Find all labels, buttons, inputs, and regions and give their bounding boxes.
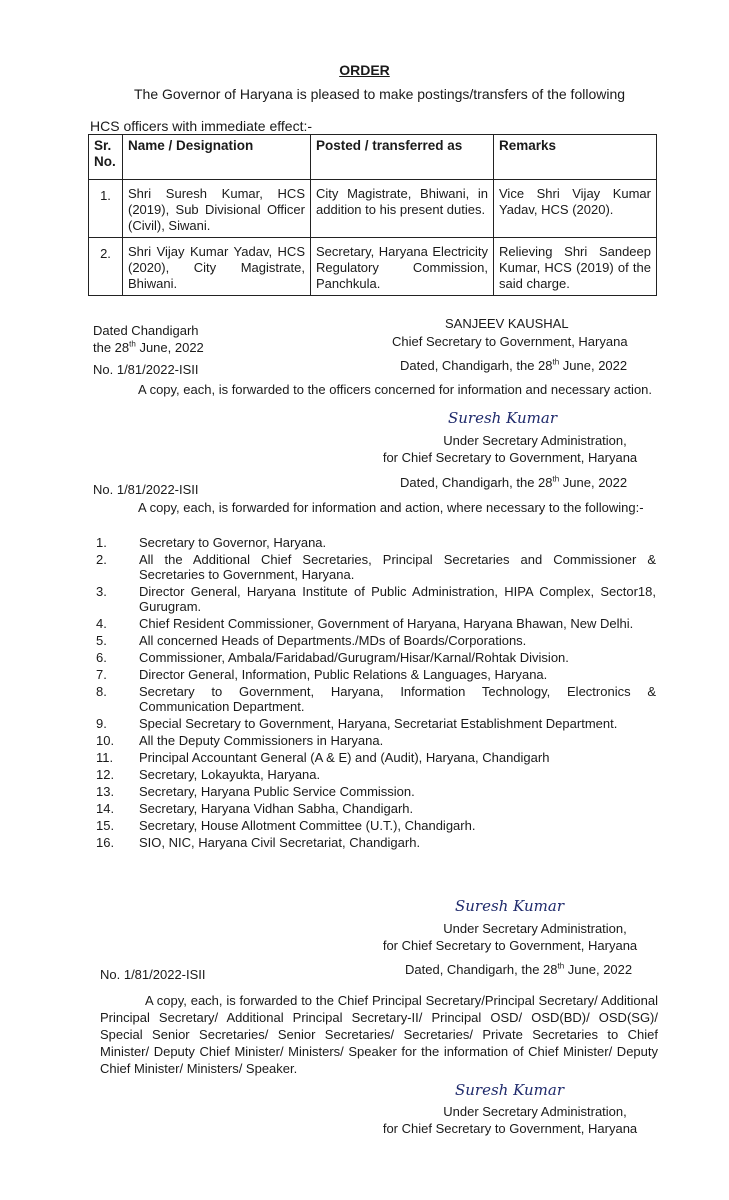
list-item-number: 8. bbox=[96, 684, 107, 699]
date-text: the 28 bbox=[93, 340, 130, 355]
endorsement-2-number: No. 1/81/2022-ISII bbox=[93, 482, 199, 497]
chief-secretary-name: SANJEEV KAUSHAL bbox=[445, 316, 569, 331]
date-text: Dated, Chandigarh, the 28 bbox=[405, 962, 558, 977]
row-remarks: Vice Shri Vijay Kumar Yadav, HCS (2020). bbox=[494, 180, 657, 238]
intro-line-2: HCS officers with immediate effect:- bbox=[90, 118, 313, 134]
list-item-text: All the Deputy Commissioners in Haryana. bbox=[139, 733, 384, 748]
row-sr: 2. bbox=[89, 238, 123, 296]
endorsement-1-for-chief-secretary: for Chief Secretary to Government, Haryana bbox=[382, 450, 638, 465]
row-name: Shri Suresh Kumar, HCS (2019), Sub Divisional Officer (Civil), Siwani. bbox=[123, 180, 311, 238]
list-item bbox=[93, 650, 656, 665]
list-item bbox=[93, 835, 656, 850]
list-item bbox=[93, 716, 656, 731]
list-item-number: 4. bbox=[96, 616, 107, 631]
list-item bbox=[93, 633, 656, 648]
header-posted-as: Posted / transferred as bbox=[311, 135, 494, 180]
list-item-number: 2. bbox=[96, 552, 107, 567]
list-item-text: Secretary, House Allotment Committee (U.T.), Chandigarh. bbox=[139, 818, 476, 833]
endorsement-3-for-chief-secretary: for Chief Secretary to Government, Haryana bbox=[382, 1121, 638, 1136]
date-sup: th bbox=[557, 961, 565, 971]
list-item-text: Special Secretary to Government, Haryana, Secretariat Establishment Department. bbox=[139, 716, 618, 731]
list-item-number: 13. bbox=[96, 784, 115, 799]
endorsement-3-date bbox=[405, 962, 632, 978]
row-posted: City Magistrate, Bhiwani, in addition to his present duties. bbox=[311, 180, 494, 238]
list-item-text: Secretary, Lokayukta, Haryana. bbox=[139, 767, 321, 782]
list-item-text: All the Additional Chief Secretaries, Principal Secretaries and Commissioner & Secretaries to Government, Haryana. bbox=[139, 552, 656, 582]
signature-suresh-kumar: Suresh Kumar bbox=[448, 409, 557, 427]
list-item bbox=[93, 684, 656, 714]
order-title: ORDER bbox=[339, 62, 390, 78]
header-name-designation: Name / Designation bbox=[123, 135, 311, 180]
list-item-number: 5. bbox=[96, 633, 107, 648]
endorsement-1-number: No. 1/81/2022-ISII bbox=[93, 362, 199, 377]
list-item-text: All concerned Heads of Departments./MDs of Boards/Corporations. bbox=[139, 633, 527, 648]
list-item bbox=[93, 750, 656, 765]
date-text: Dated, Chandigarh, the 28 bbox=[400, 358, 553, 373]
recipient-list bbox=[93, 535, 656, 852]
list-item bbox=[93, 616, 656, 631]
list-item-text: Director General, Haryana Institute of Public Administration, HIPA Complex, Sector18, Gurugram. bbox=[139, 584, 656, 614]
list-item bbox=[93, 584, 656, 614]
date-sup: th bbox=[552, 474, 560, 484]
list-item bbox=[93, 535, 656, 550]
endorsement-2-text: A copy, each, is forwarded for information and action, where necessary to the following:- bbox=[138, 500, 644, 515]
list-item bbox=[93, 552, 656, 582]
list-item-number: 1. bbox=[96, 535, 107, 550]
table-row bbox=[89, 180, 657, 238]
date-text: June, 2022 bbox=[135, 340, 204, 355]
date-sup: th bbox=[129, 339, 136, 349]
intro-line-1: The Governor of Haryana is pleased to make postings/transfers of the following bbox=[134, 86, 626, 102]
row-sr: 1. bbox=[89, 180, 123, 238]
order-date-line-2 bbox=[93, 339, 204, 356]
list-item bbox=[93, 784, 656, 799]
endorsement-1-text: A copy, each, is forwarded to the officers concerned for information and necessary action. bbox=[138, 382, 653, 397]
list-item-text: Secretary to Governor, Haryana. bbox=[139, 535, 327, 550]
list-item bbox=[93, 767, 656, 782]
list-item bbox=[93, 667, 656, 682]
date-text: June, 2022 bbox=[564, 962, 633, 977]
list-item-number: 7. bbox=[96, 667, 107, 682]
table-header-row bbox=[89, 135, 657, 180]
date-text: June, 2022 bbox=[559, 475, 628, 490]
list-item-number: 11. bbox=[96, 750, 114, 765]
date-text: Dated, Chandigarh, the 28 bbox=[400, 475, 553, 490]
endorsement-1-date bbox=[400, 358, 627, 374]
list-item bbox=[93, 818, 656, 833]
list-item-text: Secretary to Government, Haryana, Information Technology, Electronics & Communication Department. bbox=[139, 684, 656, 714]
row-name: Shri Vijay Kumar Yadav, HCS (2020), City Magistrate, Bhiwani. bbox=[123, 238, 311, 296]
signature-suresh-kumar: Suresh Kumar bbox=[455, 897, 564, 915]
list-item-number: 15. bbox=[96, 818, 115, 833]
list-item-text: Chief Resident Commissioner, Government of Haryana, Haryana Bhawan, New Delhi. bbox=[139, 616, 634, 631]
endorsement-3-under-secretary: Under Secretary Administration, bbox=[443, 1104, 627, 1119]
endorsement-2-under-secretary: Under Secretary Administration, bbox=[443, 921, 627, 936]
list-item-number: 12. bbox=[96, 767, 115, 782]
postings-table bbox=[88, 134, 657, 296]
header-sr-no: Sr. No. bbox=[89, 135, 123, 180]
table-row bbox=[89, 238, 657, 296]
endorsement-1-under-secretary: Under Secretary Administration, bbox=[443, 433, 627, 448]
list-item-number: 14. bbox=[96, 801, 115, 816]
list-item-number: 16. bbox=[96, 835, 115, 850]
list-item-text: Principal Accountant General (A & E) and (Audit), Haryana, Chandigarh bbox=[139, 750, 550, 765]
endorsement-3-text: A copy, each, is forwarded to the Chief Principal Secretary/Principal Secretary/ Additional Principal Secretary/ Additional Principal Secretary-II/ Principal OSD/ OSD(BD)/ OSD(SG)/ Special Senior Secretaries/ Senior Secretaries/ Secretaries/ Private Secretaries to Chief Minister/ Deputy Chief Minister/ Ministers/ Speaker for the information of Chief Minister/ Deputy Chief Minister/ Ministers/ Speaker. bbox=[100, 993, 658, 1076]
endorsement-2-for-chief-secretary: for Chief Secretary to Government, Haryana bbox=[382, 938, 638, 953]
order-date-line-1: Dated Chandigarh bbox=[93, 323, 199, 338]
list-item-text: Secretary, Haryana Public Service Commission. bbox=[139, 784, 415, 799]
list-item-text: SIO, NIC, Haryana Civil Secretariat, Chandigarh. bbox=[139, 835, 421, 850]
date-text: June, 2022 bbox=[559, 358, 628, 373]
signature-suresh-kumar: Suresh Kumar bbox=[455, 1081, 564, 1099]
list-item bbox=[93, 801, 656, 816]
row-remarks: Relieving Shri Sandeep Kumar, HCS (2019) of the said charge. bbox=[494, 238, 657, 296]
header-remarks: Remarks bbox=[494, 135, 657, 180]
row-posted: Secretary, Haryana Electricity Regulatory Commission, Panchkula. bbox=[311, 238, 494, 296]
list-item-number: 9. bbox=[96, 716, 107, 731]
list-item-number: 6. bbox=[96, 650, 107, 665]
chief-secretary-title: Chief Secretary to Government, Haryana bbox=[392, 334, 628, 349]
list-item-text: Secretary, Haryana Vidhan Sabha, Chandigarh. bbox=[139, 801, 414, 816]
list-item bbox=[93, 733, 656, 748]
list-item-text: Commissioner, Ambala/Faridabad/Gurugram/Hisar/Karnal/Rohtak Division. bbox=[139, 650, 569, 665]
endorsement-3-number: No. 1/81/2022-ISII bbox=[100, 967, 206, 982]
endorsement-2-date bbox=[400, 475, 627, 491]
list-item-number: 3. bbox=[96, 584, 107, 599]
list-item-text: Director General, Information, Public Relations & Languages, Haryana. bbox=[139, 667, 548, 682]
date-sup: th bbox=[552, 357, 560, 367]
list-item-number: 10. bbox=[96, 733, 115, 748]
order-date-block bbox=[93, 322, 204, 356]
